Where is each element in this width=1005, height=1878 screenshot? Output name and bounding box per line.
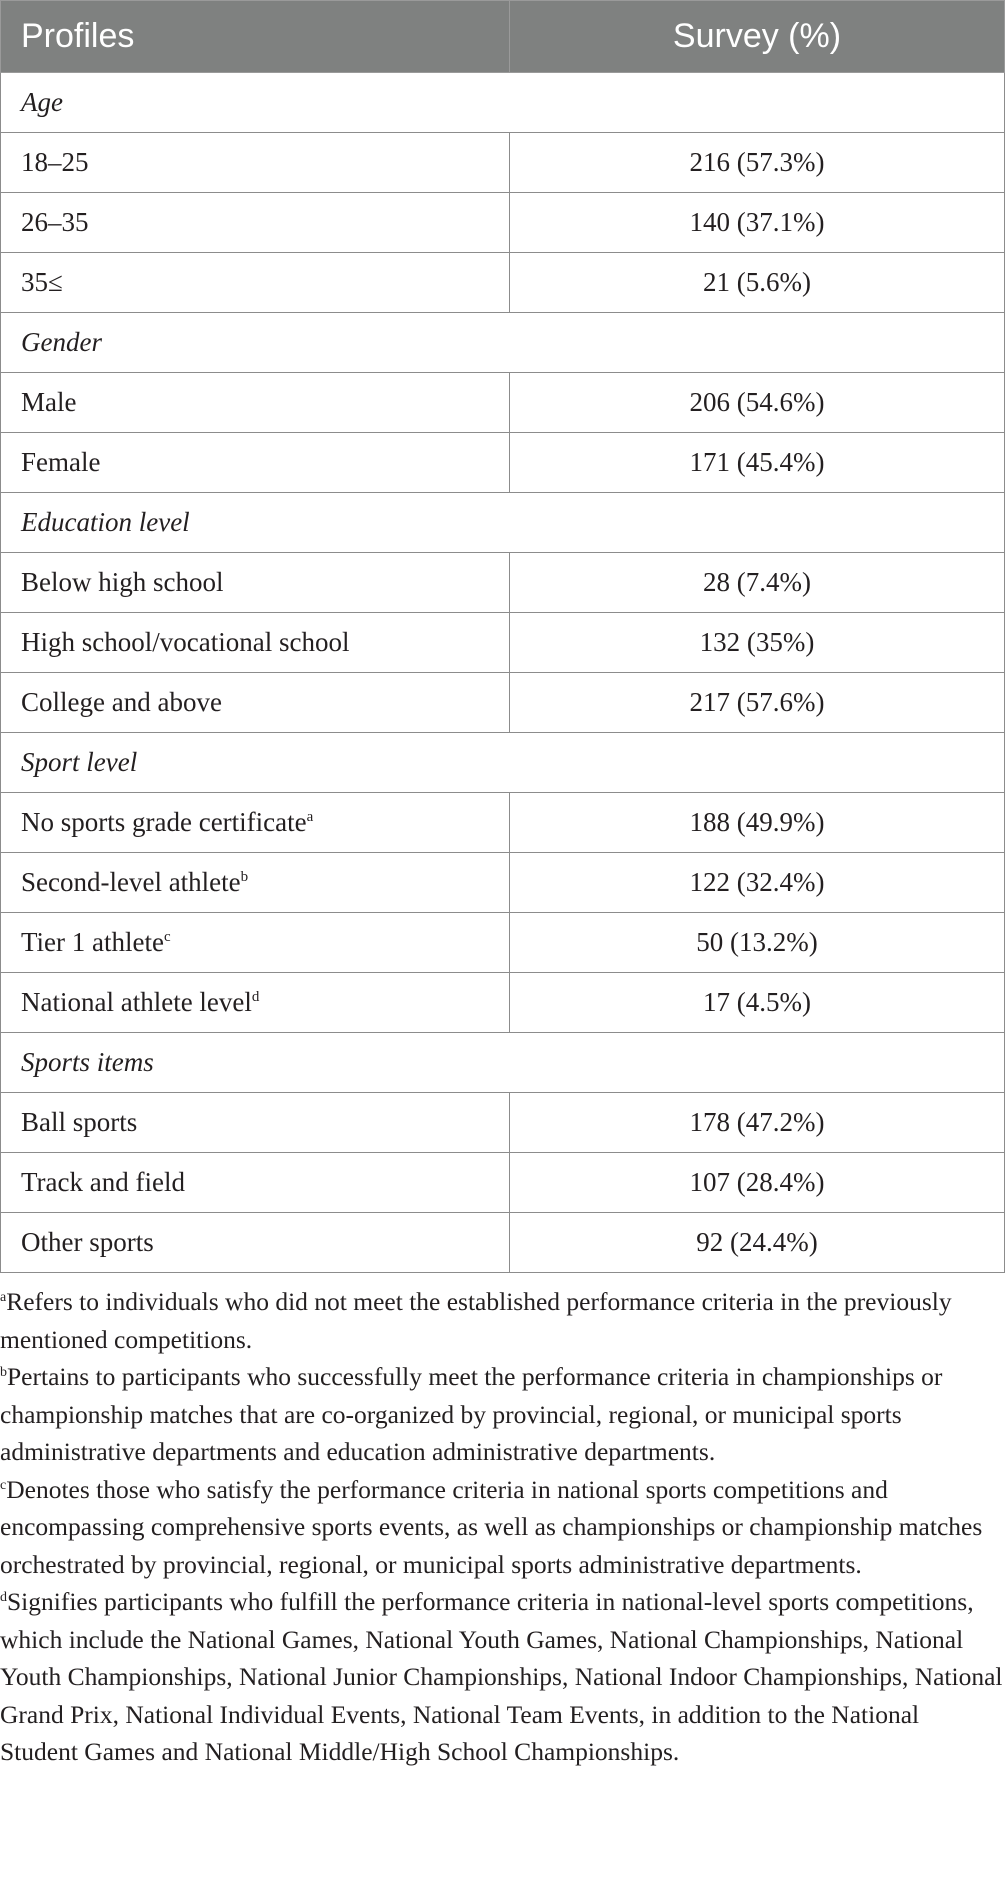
- footnote-text: Refers to individuals who did not meet the established performance criteria in the previously mentioned competitions.: [0, 1287, 952, 1354]
- header-profiles: Profiles: [1, 1, 510, 73]
- row-value: 50 (13.2%): [510, 913, 1005, 973]
- row-value: 107 (28.4%): [510, 1153, 1005, 1213]
- row-label: Track and field: [21, 1167, 185, 1197]
- section-title: Sport level: [1, 733, 1005, 793]
- table-row: [1, 553, 1005, 613]
- row-label: Male: [21, 387, 77, 417]
- table-row: [1, 1093, 1005, 1153]
- section-row: [1, 733, 1005, 793]
- table-row: [1, 673, 1005, 733]
- table-body: [1, 73, 1005, 1273]
- row-label: Below high school: [21, 567, 224, 597]
- footnote: [0, 1471, 1003, 1584]
- section-row: [1, 1033, 1005, 1093]
- row-value: 122 (32.4%): [510, 853, 1005, 913]
- row-value: 171 (45.4%): [510, 433, 1005, 493]
- header-survey: Survey (%): [510, 1, 1005, 73]
- section-title: Gender: [1, 313, 1005, 373]
- row-value: 140 (37.1%): [510, 193, 1005, 253]
- table-row: [1, 973, 1005, 1033]
- row-label: 26–35: [21, 207, 89, 237]
- table-row: [1, 1153, 1005, 1213]
- row-label-cell: [1, 853, 510, 913]
- footnote-text: Denotes those who satisfy the performance criteria in national sports competitions and encompassing comprehensive sports events, as well as championships or championship matches orchestrated by provincial, regional, or municipal sports administrative departments.: [0, 1474, 983, 1579]
- table-row: [1, 613, 1005, 673]
- table-row: [1, 793, 1005, 853]
- row-value: 21 (5.6%): [510, 253, 1005, 313]
- section-row: [1, 313, 1005, 373]
- table-row: [1, 913, 1005, 973]
- row-label-cell: [1, 133, 510, 193]
- footnote: [0, 1583, 1003, 1771]
- table-row: [1, 1213, 1005, 1273]
- row-label: Second-level athlete: [21, 867, 241, 897]
- section-title: Sports items: [1, 1033, 1005, 1093]
- table-row: [1, 853, 1005, 913]
- footnote-marker: a: [306, 809, 314, 825]
- row-value: 178 (47.2%): [510, 1093, 1005, 1153]
- table-row: [1, 433, 1005, 493]
- row-label-cell: [1, 193, 510, 253]
- table-row: [1, 193, 1005, 253]
- row-label-cell: [1, 553, 510, 613]
- row-value: 28 (7.4%): [510, 553, 1005, 613]
- footnote-mark: b: [0, 1365, 7, 1380]
- section-title: Education level: [1, 493, 1005, 553]
- row-value: 188 (49.9%): [510, 793, 1005, 853]
- row-label-cell: [1, 433, 510, 493]
- footnote-mark: a: [0, 1290, 7, 1305]
- table-row: [1, 253, 1005, 313]
- row-label-cell: [1, 673, 510, 733]
- row-label: National athlete level: [21, 987, 252, 1017]
- footnote-mark: d: [0, 1590, 7, 1605]
- section-row: [1, 73, 1005, 133]
- row-label-cell: [1, 1153, 510, 1213]
- footnote-text: Signifies participants who fulfill the performance criteria in national-level sports competitions, which include the National Games, National Youth Games, National Championships, National Youth Championships, National Junior Championships, National Indoor Championships, National Grand Prix, National Individual Events, National Team Events, in addition to the National Student Games and National Middle/High School Championships.: [0, 1587, 1003, 1766]
- footnote-marker: d: [251, 989, 260, 1005]
- row-label: 35≤: [21, 267, 63, 297]
- row-label-cell: [1, 913, 510, 973]
- row-label-cell: [1, 1213, 510, 1273]
- row-label: College and above: [21, 687, 222, 717]
- section-row: [1, 493, 1005, 553]
- footnote-text: Pertains to participants who successfully meet the performance criteria in championships or championship matches that are co-organized by provincial, regional, or municipal sports administrative departments and education administrative departments.: [0, 1362, 943, 1466]
- row-label: Female: [21, 447, 101, 477]
- footnote-marker: c: [163, 929, 171, 945]
- row-label: Other sports: [21, 1227, 154, 1257]
- row-label-cell: [1, 373, 510, 433]
- row-label-cell: [1, 613, 510, 673]
- row-label: Tier 1 athlete: [21, 927, 164, 957]
- row-label-cell: [1, 973, 510, 1033]
- row-value: 217 (57.6%): [510, 673, 1005, 733]
- row-label-cell: [1, 1093, 510, 1153]
- table-row: [1, 373, 1005, 433]
- footnote: [0, 1358, 1003, 1471]
- row-value: 206 (54.6%): [510, 373, 1005, 433]
- row-label: Ball sports: [21, 1107, 138, 1137]
- footnotes: [0, 1283, 1005, 1771]
- footnote-mark: c: [0, 1477, 7, 1493]
- row-value: 216 (57.3%): [510, 133, 1005, 193]
- row-label: High school/vocational school: [21, 627, 350, 657]
- row-label: No sports grade certificate: [21, 807, 307, 837]
- footnote: [0, 1283, 1003, 1358]
- row-label-cell: [1, 793, 510, 853]
- row-value: 17 (4.5%): [510, 973, 1005, 1033]
- row-value: 92 (24.4%): [510, 1213, 1005, 1273]
- table-header: [1, 1, 1005, 73]
- section-title: Age: [1, 73, 1005, 133]
- footnote-marker: b: [240, 869, 249, 885]
- row-label: 18–25: [21, 147, 89, 177]
- row-label-cell: [1, 253, 510, 313]
- row-value: 132 (35%): [510, 613, 1005, 673]
- header-row: [1, 1, 1005, 73]
- table-row: [1, 133, 1005, 193]
